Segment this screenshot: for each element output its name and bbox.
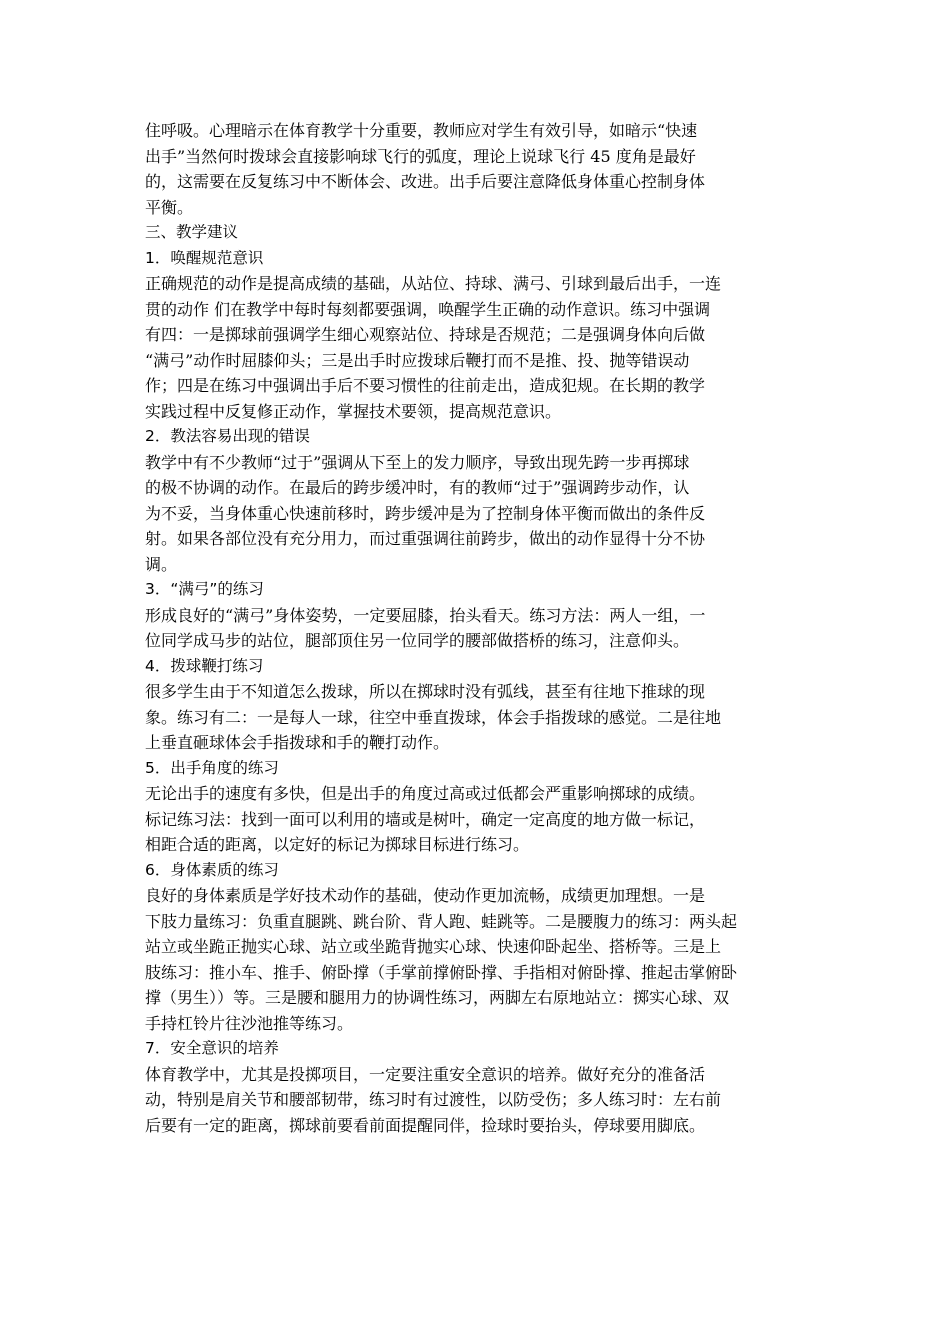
body-paragraph: [145, 603, 810, 654]
text-line: 作；四是在练习中强调出手后不要习惯性的往前走出，造成犯规。在长期的教学: [145, 376, 706, 395]
text-line: 出手”当然何时拨球会直接影响球飞行的弧度，理论上说球飞行 45 度角是最好: [145, 146, 696, 166]
text-line: 5．出手角度的练习: [145, 758, 279, 777]
text-line: 肢练习：推小车、推手、俯卧撑（手掌前撑俯卧撑、手指相对俯卧撑、推起击掌俯卧: [145, 962, 738, 982]
text-line: 后要有一定的距离，掷球前要看前面提醒同伴，捡球时要抬头，停球要用脚底。: [145, 1115, 706, 1135]
text-line: 教学中有不少教师“过于”强调从下至上的发力顺序，导致出现先跨一步再掷球: [145, 452, 690, 472]
text-line: 6．身体素质的练习: [145, 860, 279, 879]
text-line: 的，这需要在反复练习中不断体会、改进。出手后要注意降低身体重心控制身体: [145, 172, 706, 191]
text-line: 动，特别是肩关节和腰部韧带，练习时有过渡性，以防受伤；多人练习时：左右前: [145, 1090, 722, 1109]
body-paragraph: [145, 450, 810, 578]
body-paragraph: [145, 1062, 810, 1139]
text-line: 很多学生由于不知道怎么拨球，所以在掷球时没有弧线，甚至有往地下推球的现: [145, 682, 706, 701]
text-line: 2．教法容易出现的错误: [145, 427, 310, 445]
section-heading: [145, 246, 810, 272]
body-paragraph: [145, 679, 810, 756]
section-heading: [145, 220, 810, 246]
section-heading: [145, 756, 810, 782]
text-line: 调。: [145, 554, 178, 574]
section-heading: [145, 654, 810, 680]
text-line: 形成良好的“满弓”身体姿势，一定要屈膝，抬头看天。练习方法：两人一组，一: [145, 605, 706, 625]
text-line: 平衡。: [145, 197, 194, 217]
body-paragraph: [145, 883, 810, 1036]
text-line: 上垂直砸球体会手指拨球和手的鞭打动作。: [145, 733, 450, 752]
text-line: 站立或坐跪正抛实心球、站立或坐跪背抛实心球、快速仰卧起坐、搭桥等。三是上: [145, 937, 722, 956]
text-line: 正确规范的动作是提高成绩的基础，从站位、持球、满弓、引球到最后出手，一连: [145, 274, 722, 293]
text-line: 手持杠铃片往沙池推等练习。: [145, 1013, 354, 1033]
text-line: 射。如果各部位没有充分用力，而过重强调往前跨步，做出的动作显得十分不协: [145, 529, 706, 548]
section-heading: [145, 1036, 810, 1062]
text-line: “满弓”动作时屈膝仰头；三是出手时应拨球后鞭打而不是推、投、抛等错误动: [145, 350, 690, 370]
text-line: 4．拨球鞭打练习: [145, 656, 264, 675]
text-line: 3．“满弓”的练习: [145, 580, 264, 598]
text-line: 为不妥，当身体重心快速前移时，跨步缓冲是为了控制身体平衡而做出的条件反: [145, 503, 706, 523]
text-line: 撑（男生））等。三是腰和腿用力的协调性练习，两脚左右原地站立：掷实心球、双: [145, 988, 730, 1007]
text-line: 的极不协调的动作。在最后的跨步缓冲时，有的教师“过于”强调跨步动作，认: [145, 478, 690, 497]
section-heading: [145, 858, 810, 884]
text-line: 下肢力量练习：负重直腿跳、跳台阶、背人跑、蛙跳等。二是腰腹力的练习：两头起: [145, 911, 738, 931]
text-line: 标记练习法：找到一面可以利用的墙或是树叶，确定一定高度的地方做一标记，: [145, 809, 706, 829]
body-paragraph: [145, 271, 810, 424]
text-line: 象。练习有二：一是每人一球，往空中垂直拨球，体会手指拨球的感觉。二是往地: [145, 707, 722, 727]
section-heading: [145, 424, 810, 450]
text-line: 实践过程中反复修正动作，掌握技术要领，提高规范意识。: [145, 401, 562, 421]
body-paragraph: [145, 118, 810, 220]
text-line: 贯的动作 们在教学中每时每刻都要强调，唤醒学生正确的动作意识。练习中强调: [145, 299, 711, 319]
text-line: 1．唤醒规范意识: [145, 248, 264, 267]
section-heading: [145, 577, 810, 603]
text-line: 位同学成马步的站位，腿部顶住另一位同学的腰部做搭桥的练习，注意仰头。: [145, 631, 690, 650]
text-line: 住呼吸。心理暗示在体育教学十分重要，教师应对学生有效引导，如暗示“快速: [145, 121, 698, 140]
text-line: 无论出手的速度有多快，但是出手的角度过高或过低都会严重影响掷球的成绩。: [145, 784, 706, 803]
text-line: 良好的身体素质是学好技术动作的基础，使动作更加流畅，成绩更加理想。一是: [145, 886, 706, 905]
body-paragraph: [145, 781, 810, 858]
document-page: [145, 118, 810, 1138]
text-line: 体育教学中，尤其是投掷项目，一定要注重安全意识的培养。做好充分的准备活: [145, 1064, 706, 1084]
text-line: 7．安全意识的培养: [145, 1039, 279, 1057]
text-line: 三、教学建议: [145, 223, 239, 241]
text-line: 相距合适的距离，以定好的标记为掷球目标进行练习。: [145, 835, 530, 854]
text-line: 有四：一是掷球前强调学生细心观察站位、持球是否规范；二是强调身体向后做: [145, 325, 706, 344]
